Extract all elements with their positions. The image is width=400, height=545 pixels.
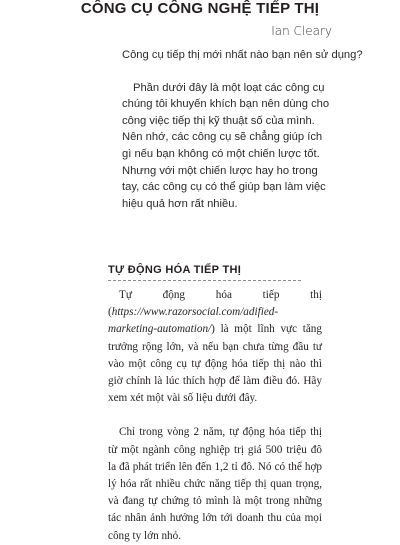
- section-body: [108, 287, 322, 545]
- body-paragraph-1: [108, 287, 322, 407]
- automation-link[interactable]: https://www.razorsocial.com/adified-marketing-automation/: [108, 306, 279, 336]
- intro-question: Công cụ tiếp thị mới nhất nào bạn nên sử dụng?: [122, 49, 363, 61]
- intro-block: [122, 47, 363, 212]
- body-paragraph-2: Chỉ trong vòng 2 năm, tự động hóa tiếp thị từ một ngành công nghiệp trị giá 500 triệu đô la đã phát triển lên đến 1,2 tỉ đô. Nó có thể hợp lý hóa rất nhiều chức năng tiếp thị quan trọng, và đang tự chứng tỏ mình là một trong những tác nhân ảnh hưởng lớn tới doanh thu của mọi công ty lớn nhỏ.: [108, 426, 322, 542]
- body-paragraph-1-end: ) là một lĩnh vực tăng trưởng rộng lớn, và nếu bạn chưa từng đầu tư vào một công cụ tự động hóa tiếp thị nào thì giờ chính là lúc thích hợp để làm điều đó. Hãy xem xét một vài số liệu dưới đây.: [108, 323, 322, 405]
- section-divider: [108, 280, 301, 281]
- intro-paragraph: Phần dưới đây là một loạt các công cụ chúng tôi khuyến khích bạn nên dùng cho công việc tiếp thị kỹ thuật số của mình. Nên nhớ, các công cụ sẽ chẳng giúp ích gì nếu bạn không có một chiến lược tốt. Nhưng với một chiến lược hay ho trong tay, các công cụ có thể giúp bạn làm việc hiệu quả hơn rất nhiều.: [122, 81, 330, 210]
- body-paragraph-1-start: Tự động hóa tiếp thị (: [108, 289, 322, 319]
- section-heading: TỰ ĐỘNG HÓA TIẾP THỊ: [108, 264, 242, 276]
- author-name: Ian Cleary: [271, 24, 332, 38]
- page-title: CÔNG CỤ CÔNG NGHỆ TIẾP THỊ: [80, 0, 320, 17]
